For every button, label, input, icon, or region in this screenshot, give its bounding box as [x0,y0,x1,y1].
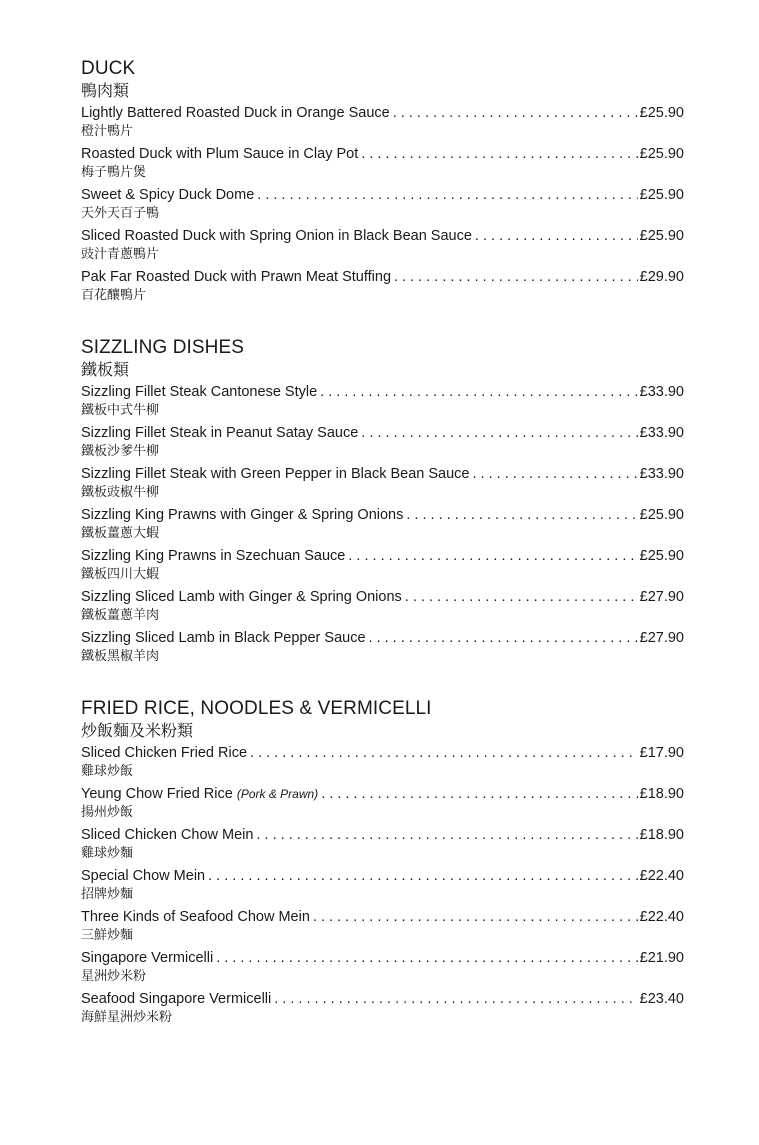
dot-leader [393,104,638,123]
menu-page [81,58,684,1031]
item-price: £33.90 [639,384,684,400]
item-price: £33.90 [639,466,684,482]
section-title-chinese: 鴨肉類 [81,81,130,100]
item-name-chinese: 百花釀鴨片 [81,288,147,303]
item-name: Seafood Singapore Vermicelli [81,991,272,1007]
menu-item [81,826,684,867]
item-price: £18.90 [639,786,684,802]
dot-leader [472,465,637,484]
menu-item [81,744,684,785]
menu-item [81,506,684,547]
menu-item [81,145,684,186]
dot-leader [216,949,637,968]
item-price: £25.90 [639,548,684,564]
item-price: £27.90 [639,630,684,646]
item-price: £25.90 [639,228,684,244]
menu-item [81,629,684,670]
item-price: £25.90 [639,507,684,523]
item-price: £21.90 [639,950,684,966]
section-duck [81,58,684,309]
menu-item [81,104,684,145]
dot-leader [320,383,637,402]
section-fried-rice-noodles [81,698,684,1031]
item-name-chinese: 鐵板薑蔥羊肉 [81,608,160,623]
item-price: £27.90 [639,589,684,605]
item-name: Sliced Chicken Fried Rice [81,745,248,761]
item-price: £29.90 [639,269,684,285]
dot-leader [348,547,637,566]
menu-item [81,383,684,424]
item-name: Sizzling King Prawns with Ginger & Spring Onions [81,507,404,523]
dot-leader [369,629,638,648]
item-name: Special Chow Mein [81,868,206,884]
section-title: DUCK [81,58,136,79]
item-name-chinese: 天外天百子鴨 [81,206,160,221]
menu-item [81,465,684,506]
item-name: Sizzling Fillet Steak Cantonese Style [81,384,318,400]
item-name: Sizzling Sliced Lamb in Black Pepper Sauce [81,630,366,646]
menu-item [81,990,684,1031]
section-title-chinese: 炒飯麵及米粉類 [81,721,194,740]
item-name: Roasted Duck with Plum Sauce in Clay Pot [81,146,359,162]
item-name: Singapore Vermicelli [81,950,214,966]
item-name: Sliced Roasted Duck with Spring Onion in Black Bean Sauce [81,228,472,244]
menu-item [81,227,684,268]
item-name-chinese: 三鮮炒麵 [81,928,134,943]
item-name-chinese: 豉汁青蔥鴨片 [81,247,160,262]
dot-leader [321,785,637,804]
item-name: Sizzling King Prawns in Szechuan Sauce [81,548,346,564]
item-price: £25.90 [639,146,684,162]
item-name: Sliced Chicken Chow Mein [81,827,254,843]
section-sizzling-dishes [81,337,684,670]
item-price: £25.90 [639,187,684,203]
dot-leader [406,506,637,525]
menu-item [81,908,684,949]
item-name: Sizzling Sliced Lamb with Ginger & Spring Onions [81,589,402,605]
dot-leader [250,744,638,763]
dot-leader [274,990,637,1009]
item-name: Three Kinds of Seafood Chow Mein [81,909,310,925]
item-name-chinese: 揚州炒飯 [81,805,134,820]
item-price: £33.90 [639,425,684,441]
menu-item [81,268,684,309]
item-price: £23.40 [639,991,684,1007]
dot-leader [208,867,638,886]
item-price: £17.90 [639,745,684,761]
dot-leader [257,186,637,205]
dot-leader [313,908,638,927]
item-price: £18.90 [639,827,684,843]
item-name-chinese: 招牌炒麵 [81,887,134,902]
item-name-chinese: 星洲炒米粉 [81,969,147,984]
section-title: SIZZLING DISHES [81,337,245,358]
item-note: (Pork & Prawn) [236,787,319,801]
item-price: £22.40 [639,868,684,884]
menu-item [81,186,684,227]
dot-leader [475,227,638,246]
menu-item [81,547,684,588]
item-name-chinese: 鐵板沙爹牛柳 [81,444,160,459]
item-name: Lightly Battered Roasted Duck in Orange Sauce [81,105,390,121]
dot-leader [361,145,637,164]
dot-leader [405,588,638,607]
menu-item [81,867,684,908]
item-name-chinese: 梅子鴨片煲 [81,165,147,180]
item-name-chinese: 橙汁鴨片 [81,124,134,139]
item-name-chinese: 鐵板四川大蝦 [81,567,160,582]
dot-leader [361,424,637,443]
menu-item [81,785,684,826]
item-name-chinese: 鐵板中式牛柳 [81,403,160,418]
section-title-chinese: 鐵板類 [81,360,130,379]
item-name-chinese: 鐵板豉椒牛柳 [81,485,160,500]
item-name: Sweet & Spicy Duck Dome [81,187,255,203]
menu-item [81,949,684,990]
item-name: Sizzling Fillet Steak with Green Pepper in Black Bean Sauce [81,466,470,482]
item-name-chinese: 鐵板黑椒羊肉 [81,649,160,664]
item-name-chinese: 鐵板薑蔥大蝦 [81,526,160,541]
menu-item [81,588,684,629]
item-price: £25.90 [639,105,684,121]
item-name-chinese: 雞球炒麵 [81,846,134,861]
dot-leader [256,826,637,845]
item-name: Pak Far Roasted Duck with Prawn Meat Stuffing [81,269,392,285]
item-name-chinese: 雞球炒飯 [81,764,134,779]
item-price: £22.40 [639,909,684,925]
item-name-chinese: 海鮮星洲炒米粉 [81,1010,173,1025]
item-name: Yeung Chow Fried Rice [81,786,233,802]
section-title: FRIED RICE, NOODLES & VERMICELLI [81,698,432,719]
dot-leader [394,268,638,287]
item-name: Sizzling Fillet Steak in Peanut Satay Sauce [81,425,359,441]
menu-item [81,424,684,465]
